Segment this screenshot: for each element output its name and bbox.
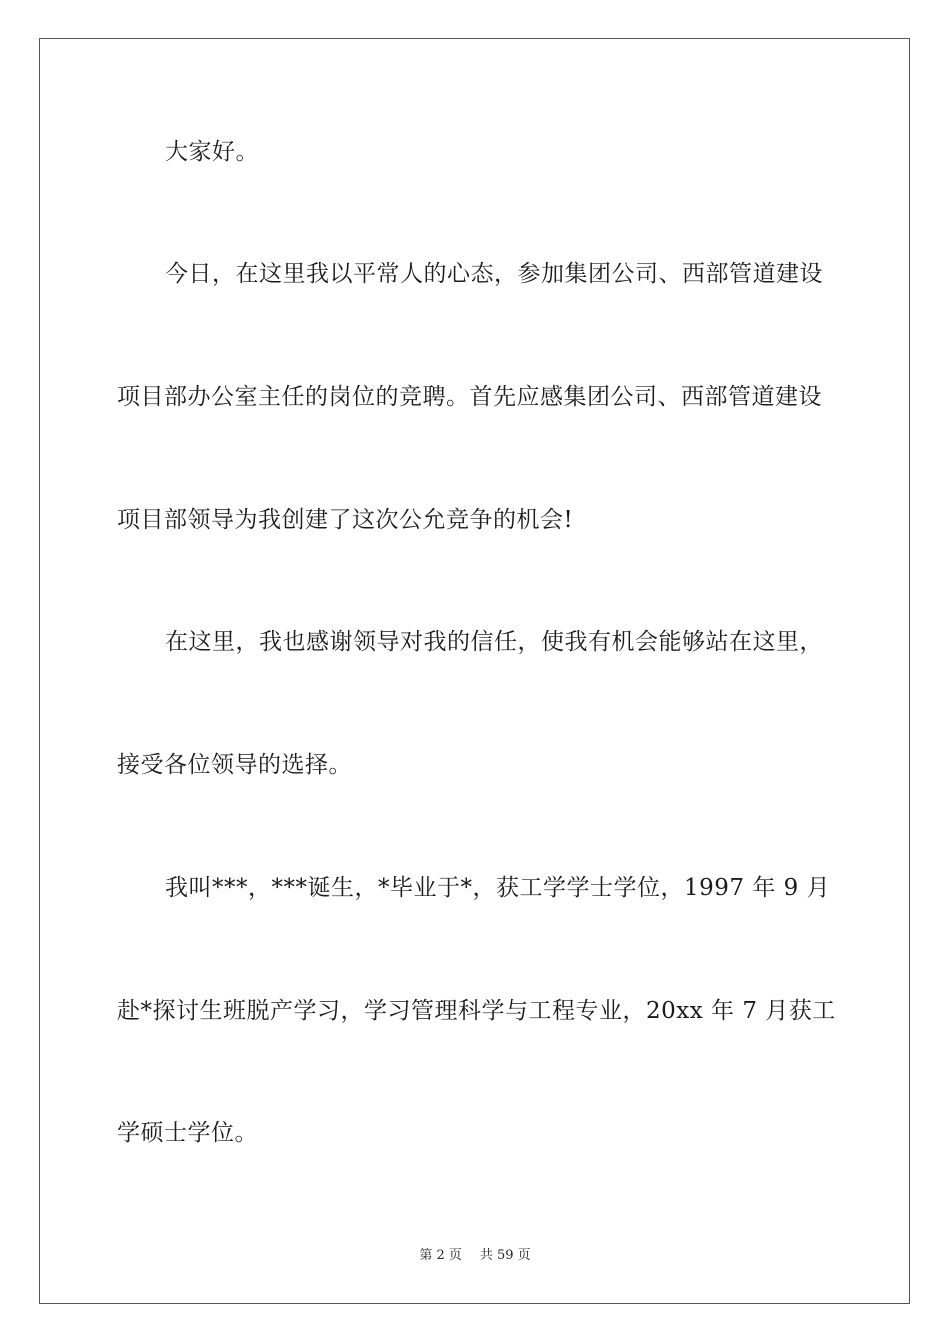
paragraph-line: 我叫***，***诞生，*毕业于*，获工学学士学位，1997 年 9 月 — [165, 875, 831, 901]
paragraph-line: 接受各位领导的选择。 — [117, 752, 352, 778]
paragraph-line: 项目部办公室主任的岗位的竞聘。首先应感集团公司、西部管道建设 — [117, 384, 822, 410]
page-number-current: 第 2 页 — [419, 1248, 462, 1263]
paragraph-line: 今日，在这里我以平常人的心态，参加集团公司、西部管道建设 — [165, 261, 823, 287]
paragraph-line: 项目部领导为我创建了这次公允竞争的机会! — [117, 507, 574, 533]
paragraph-line: 赴*探讨生班脱产学习，学习管理科学与工程专业，20xx 年 7 月获工 — [117, 998, 836, 1024]
paragraph-line: 在这里，我也感谢领导对我的信任，使我有机会能够站在这里， — [165, 629, 823, 655]
paragraph-line: 学硕士学位。 — [117, 1120, 258, 1146]
paragraph-line: 大家好。 — [165, 139, 259, 165]
page-footer — [0, 1246, 950, 1266]
page-number-total: 共 59 页 — [479, 1248, 531, 1263]
page-border — [39, 38, 910, 1304]
